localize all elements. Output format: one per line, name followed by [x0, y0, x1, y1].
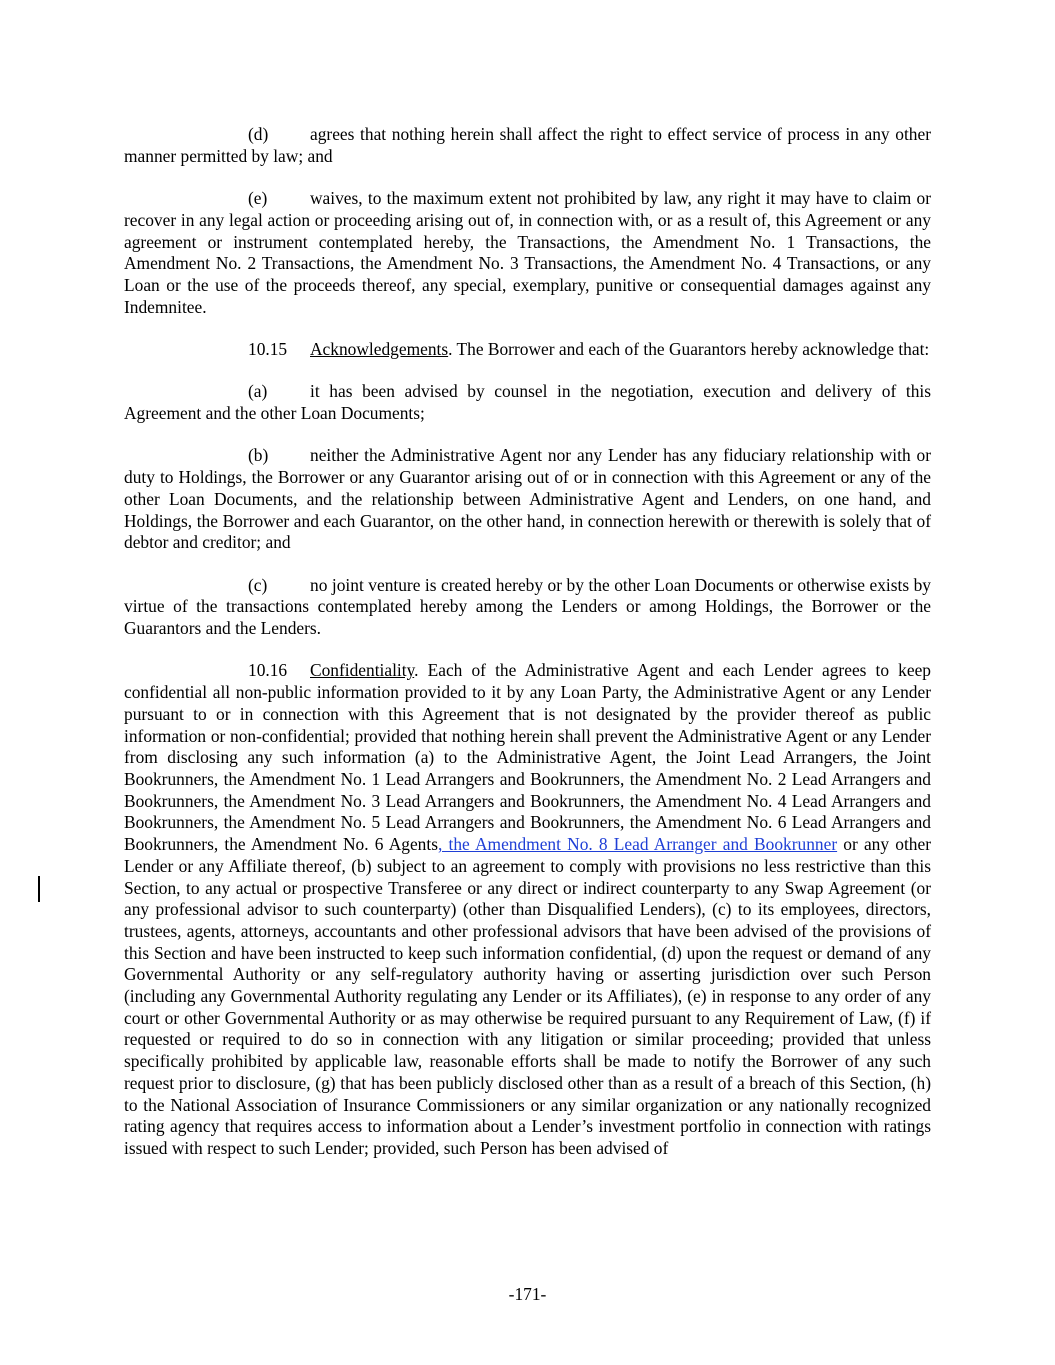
section-heading: Acknowledgements: [310, 339, 449, 359]
clause-text: no joint venture is created hereby or by the other Loan Documents or otherwise exists by virtue of the transactions contemplated hereby among the Lenders or among Holdings, the Borrower or the Guarantors and the Lenders.: [124, 574, 931, 639]
clause-text: neither the Administrative Agent nor any Lender has any fiduciary relationship with or duty to Holdings, the Borrower or any Guarantor arising out of or in connection with this Agreement or any of the other Loan Documents, and the relationship between Administrative Agent and Lenders, on one hand, and Holdings, the Borrower and each Guarantor, on the other hand, in connection herewith or therewith is solely that of debtor and creditor; and: [124, 445, 931, 553]
clause-d: [124, 124, 931, 167]
clause-text: agrees that nothing herein shall affect the right to effect service of process in any other manner permitted by law; and: [124, 124, 931, 166]
change-bar: [38, 876, 40, 902]
clause-marker: (a): [248, 381, 268, 402]
clause-marker: (d): [248, 124, 269, 144]
section-number: 10.16: [248, 660, 288, 681]
section-text: . The Borrower and each of the Guarantors hereby acknowledge that:: [448, 339, 930, 359]
clause-c: [124, 575, 931, 640]
section-heading: Confidentiality: [310, 660, 415, 681]
clause-a: [124, 381, 931, 424]
clause-marker: (c): [248, 574, 268, 595]
clause-text: waives, to the maximum extent not prohibited by law, any right it may have to claim or recover in any legal action or proceeding arising out of, in connection with, or as a result of, this Agreement or any agreement or instrument contemplated hereby, the Transactions, the Amendment No. 1 Transactions, the Amendment No. 2 Transactions, the Amendment No. 3 Transactions, the Amendment No. 4 Transactions, or any Loan or the use of the proceeds thereof, any special, exemplary, punitive or consequential damages against any Indemnitee.: [124, 188, 931, 317]
document-page: [124, 124, 931, 1180]
clause-text: it has been advised by counsel in the negotiation, execution and delivery of this Agreement and the other Loan Documents;: [124, 381, 931, 424]
section-text-before: . Each of the Administrative Agent and each Lender agrees to keep confidential all non-public information provided to it by any Loan Party, the Administrative Agent or any Lender pursuant to or in connection with this Agreement that is not designated by the provider thereof as public information or non-confidential; provided that nothing herein shall prevent the Administrative Agent or any Lender from disclosing any such information (a) to the Administrative Agent, the Joint Lead Arrangers, the Joint Bookrunners, the Amendment No. 1 Lead Arrangers and Bookrunners, the Amendment No. 2 Lead Arrangers and Bookrunners, the Amendment No. 3 Lead Arrangers and Bookrunners, the Amendment No. 4 Lead Arrangers and Bookrunners, the Amendment No. 5 Lead Arrangers and Bookrunners, the Amendment No. 6 Lead Arrangers and Bookrunners, the Amendment No. 6 Agents: [124, 660, 931, 855]
clause-marker: (e): [248, 188, 268, 209]
section-10-15: [124, 339, 931, 361]
section-number: 10.15: [248, 339, 288, 359]
section-text-after: or any other Lender or any Affiliate thereof, (b) subject to an agreement to comply with provisions no less restrictive than this Section, to any actual or prospective Transferee or any direct or indirect counterparty to any Swap Agreement (or any professional advisor to such counterparty) (other than Disqualified Lenders), (c) to its employees, directors, trustees, agents, attorneys, accountants and other professional advisors that have been advised of the provisions of this Section and have been instructed to keep such information confidential, (d) upon the request or demand of any Governmental Authority or any self-regulatory authority having or asserting jurisdiction over such Person (including any Governmental Authority regulating any Lender or its Affiliates), (e) in response to any order of any court or other Governmental Authority or as may otherwise be required pursuant to any Requirement of Law, (f) if requested or required to do so in connection with any litigation or similar proceeding; provided that unless specifically prohibited by applicable law, reasonable efforts shall be made to notify the Borrower of any such request prior to disclosure, (g) that has been publicly disclosed other than as a result of a breach of this Section, (h) to the National Association of Insurance Commissioners or any similar organization or any nationally recognized rating agency that requires access to information about a Lender’s investment portfolio in connection with ratings issued with respect to such Lender; provided, such Person has been advised of: [124, 834, 931, 1158]
section-10-16: [124, 660, 931, 1159]
clause-b: [124, 445, 931, 554]
page-number: -171-: [508, 1284, 547, 1304]
clause-marker: (b): [248, 445, 269, 466]
clause-e: [124, 188, 931, 318]
inserted-text: , the Amendment No. 8 Lead Arranger and Bookrunner: [437, 834, 838, 855]
